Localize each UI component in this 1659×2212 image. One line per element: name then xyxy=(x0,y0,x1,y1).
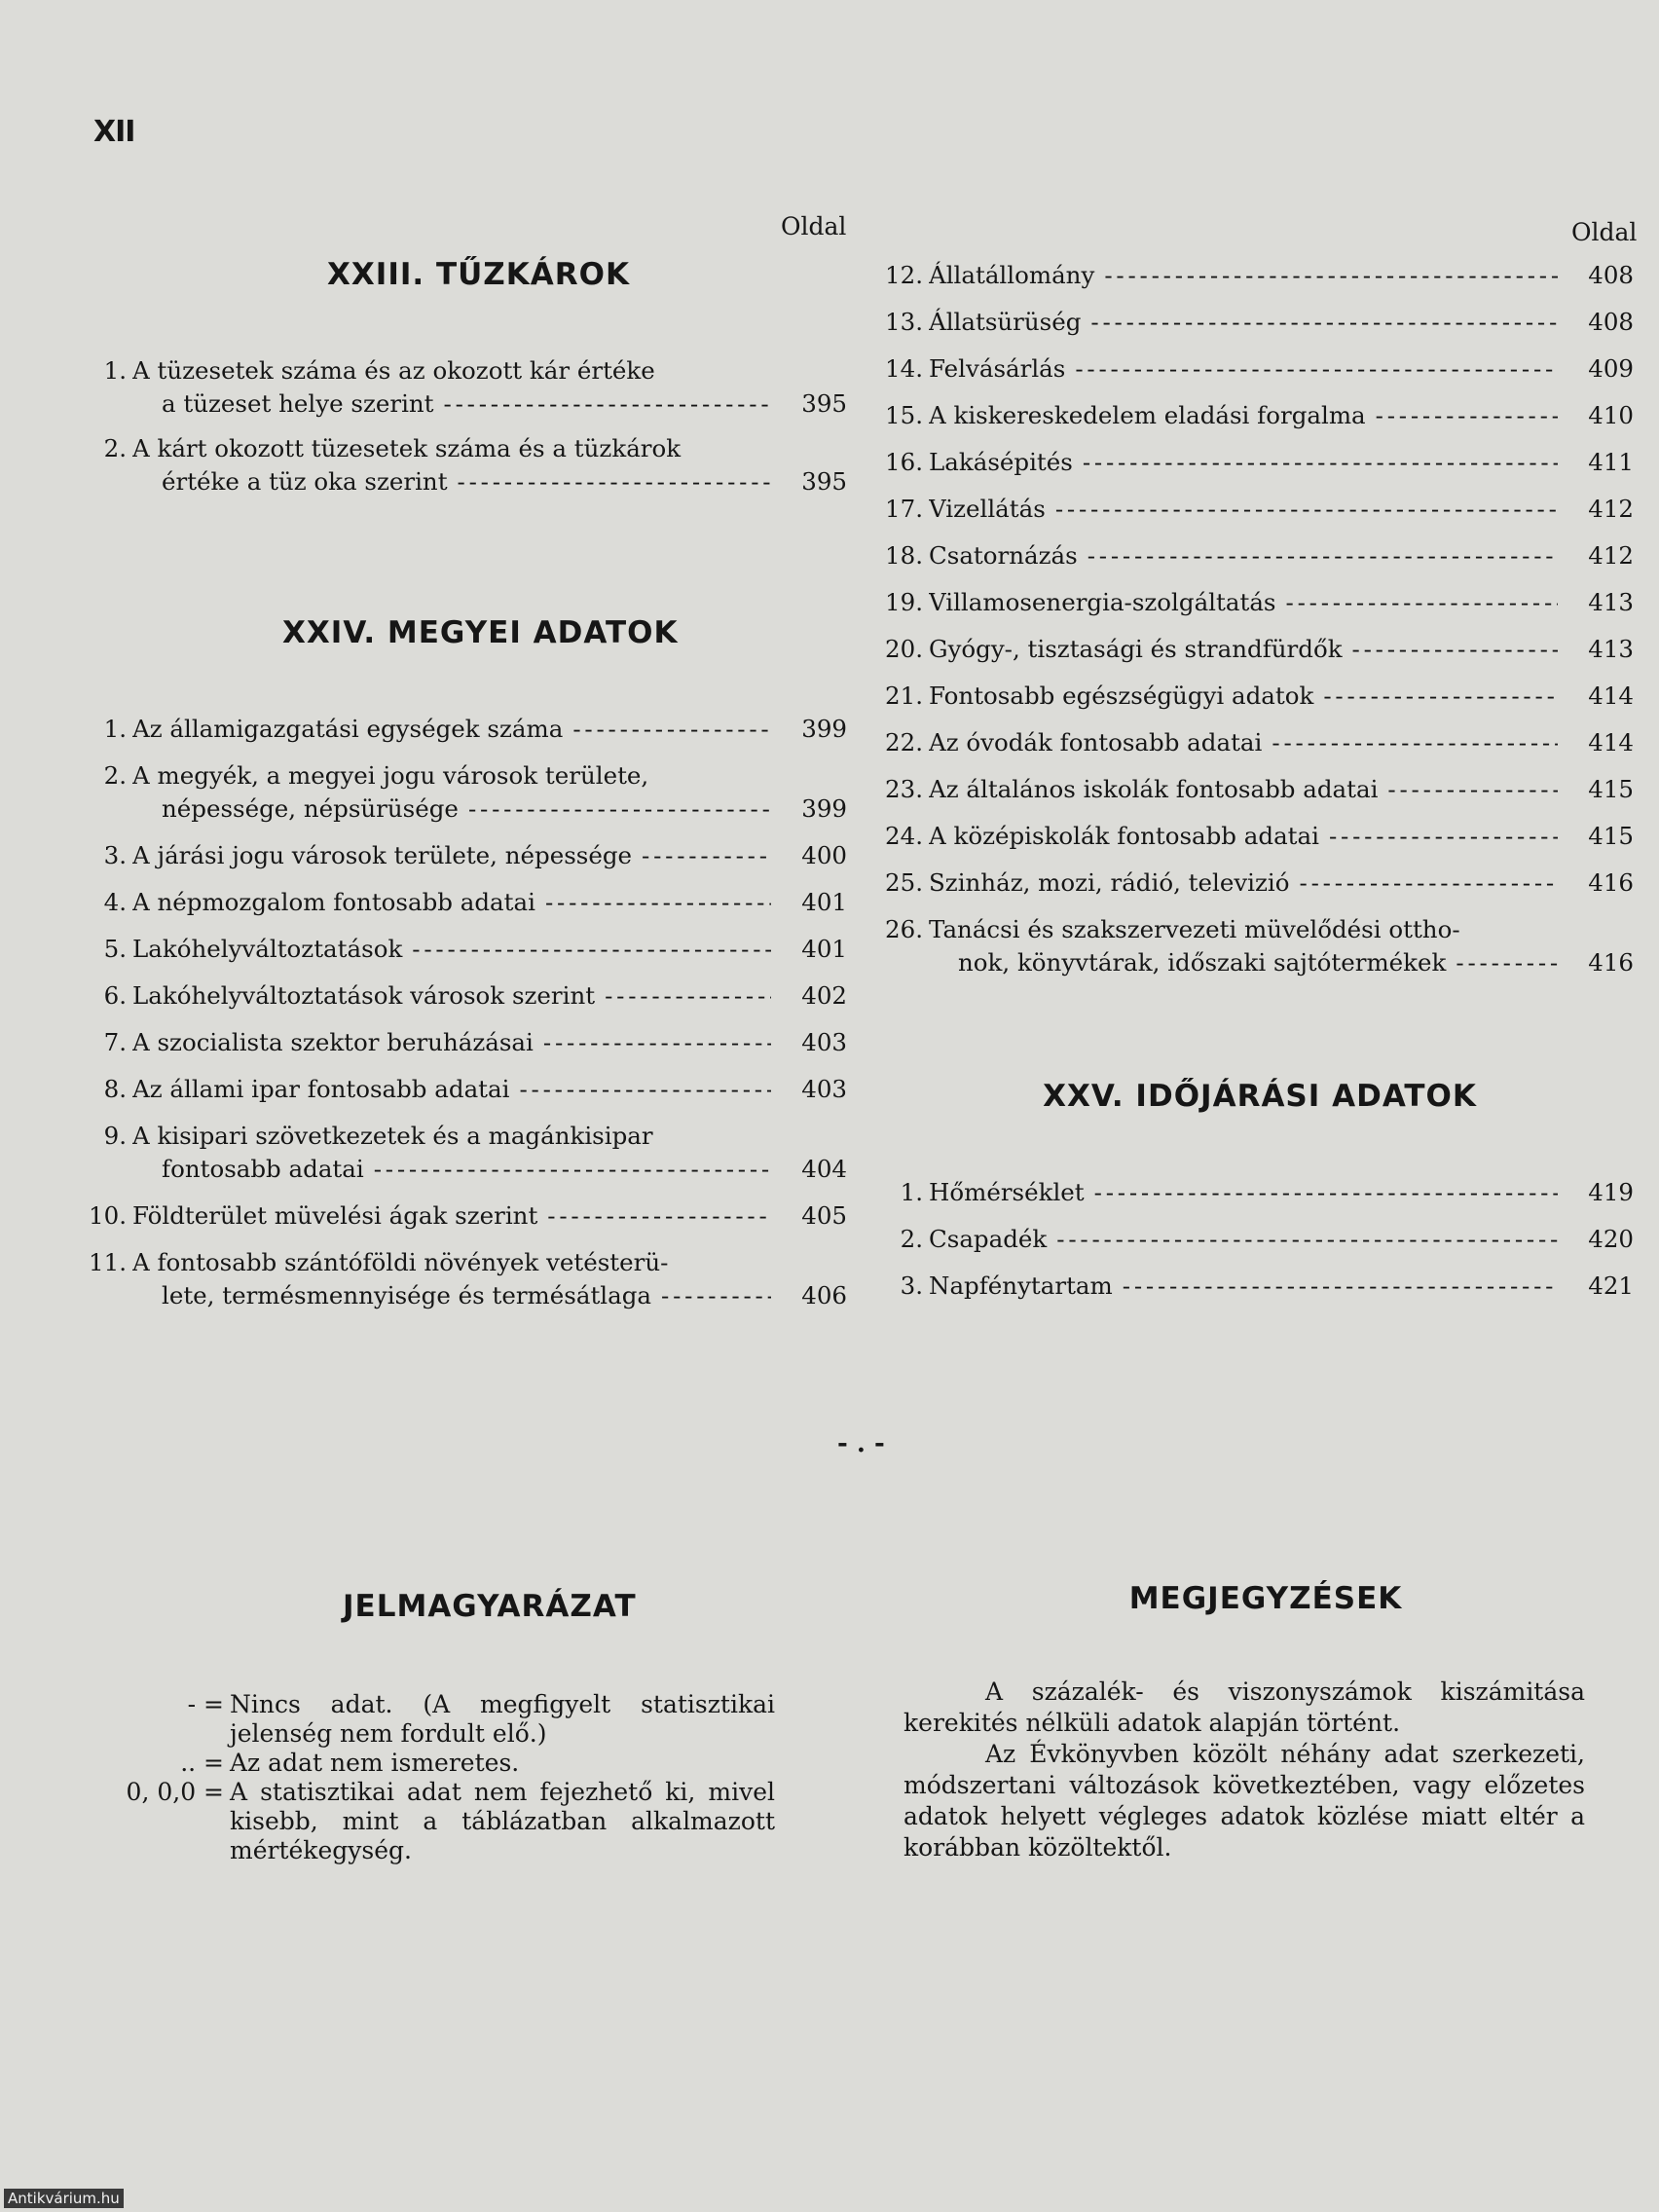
toc-entry-page: 401 xyxy=(801,888,847,916)
toc-entry-number: 20. xyxy=(885,635,923,663)
legend-symbol: - = xyxy=(187,1690,224,1718)
toc-entry-page: 413 xyxy=(1588,588,1634,616)
toc-entry xyxy=(884,866,1634,900)
toc-entry-number: 6. xyxy=(103,981,127,1010)
toc-entry-number: 22. xyxy=(885,728,923,756)
toc-entry-text: A tüzesetek száma és az okozott kár értéke xyxy=(132,356,655,385)
legend-item xyxy=(97,1690,798,1749)
toc-entry-text: A szocialista szektor beruházásai xyxy=(132,1028,534,1056)
toc-entry-number: 5. xyxy=(103,935,127,963)
toc-entry-number: 13. xyxy=(885,308,923,336)
toc-entry-page: 401 xyxy=(801,935,847,963)
dot-leader xyxy=(1055,493,1558,526)
dot-leader xyxy=(1286,586,1559,619)
section-title-xxiii: XXIII. TŰZKÁROK xyxy=(327,257,631,292)
toc-entry-number: 17. xyxy=(885,495,923,523)
dot-leader xyxy=(1456,946,1558,979)
toc-entry-page: 411 xyxy=(1588,448,1634,476)
toc-entry-number: 25. xyxy=(885,868,923,897)
notes-title: MEGJEGYZÉSEK xyxy=(1128,1581,1403,1616)
toc-entry-page: 403 xyxy=(801,1028,847,1056)
toc-entry xyxy=(884,633,1634,666)
legend xyxy=(97,1690,798,1865)
dot-leader xyxy=(1387,773,1558,806)
dot-leader xyxy=(444,387,771,421)
toc-entry-text: Az általános iskolák fontosabb adatai xyxy=(929,775,1379,803)
toc-entry-text: Az államigazgatási egységek száma xyxy=(132,715,564,743)
toc-entry-number: 8. xyxy=(103,1075,127,1103)
toc-entry-text: Csatornázás xyxy=(929,541,1078,570)
toc-entry-text: Villamosenergia-szolgáltatás xyxy=(929,588,1276,616)
toc-entry-text: Az állami ipar fontosabb adatai xyxy=(132,1075,510,1103)
dot-leader xyxy=(1075,352,1558,386)
section-title-xxv: XXV. IDŐJÁRÁSI ADATOK xyxy=(1043,1079,1477,1114)
toc-entry-text: Lakóhelyváltoztatások xyxy=(132,935,403,963)
toc-entry-number: 21. xyxy=(885,682,923,710)
dot-leader xyxy=(605,979,771,1013)
toc-entry xyxy=(884,446,1634,479)
toc-entry-number: 9. xyxy=(103,1122,127,1150)
page-number: XII xyxy=(93,115,135,149)
dot-leader xyxy=(545,886,771,919)
toc-entry-number: 2. xyxy=(900,1225,923,1253)
toc-entry-page: 399 xyxy=(801,715,847,743)
toc-entry-number: 18. xyxy=(885,541,923,570)
toc-entry-text: A járási jogu városok területe, népessége xyxy=(132,841,633,869)
toc-entry-text: Lakóhelyváltoztatások városok szerint xyxy=(132,981,596,1010)
toc-entry-text: Gyógy-, tisztasági és strandfürdők xyxy=(929,635,1343,663)
toc-entry-number: 2. xyxy=(103,434,127,462)
toc-entry-page: 412 xyxy=(1588,541,1634,570)
toc-entry-page: 404 xyxy=(801,1155,847,1183)
toc-entry-text: A középiskolák fontosabb adatai xyxy=(929,822,1319,850)
toc-entry-text: A kisipari szövetkezetek és a magánkisipar xyxy=(132,1122,653,1150)
toc-entry-number: 12. xyxy=(885,261,923,289)
toc-entry-page: 413 xyxy=(1588,635,1634,663)
dot-leader xyxy=(374,1153,771,1186)
dot-leader xyxy=(1104,259,1558,292)
legend-symbol: .. = xyxy=(180,1749,224,1777)
toc-entry xyxy=(884,493,1634,526)
toc-entry-number: 3. xyxy=(103,841,127,869)
toc-entry-number: 19. xyxy=(885,588,923,616)
legend-item xyxy=(97,1778,798,1865)
toc-entry-number: 4. xyxy=(103,888,127,916)
dot-leader xyxy=(1376,399,1558,432)
toc-entry xyxy=(88,759,847,826)
toc-entry-number: 26. xyxy=(885,915,923,943)
dot-leader xyxy=(547,1199,771,1233)
dot-leader xyxy=(468,793,771,826)
toc-entry-number: 1. xyxy=(103,356,127,385)
toc-entry xyxy=(88,886,847,919)
toc-entry-page: 416 xyxy=(1588,948,1634,977)
toc-entry xyxy=(88,1199,847,1233)
toc-entry-text: Hőmérséklet xyxy=(929,1178,1085,1206)
toc-entry-text: A kiskereskedelem eladási forgalma xyxy=(929,401,1366,429)
toc-entry-number: 23. xyxy=(885,775,923,803)
dot-leader xyxy=(1094,1176,1558,1209)
toc-entry xyxy=(884,773,1634,806)
toc-entry xyxy=(884,726,1634,759)
legend-description: A statisztikai adat nem fejezhető ki, mivel kisebb, mint a táblázatban alkalmazott mértékegység. xyxy=(230,1778,775,1864)
toc-entry-page: 408 xyxy=(1588,308,1634,336)
note-paragraph: A százalék- és viszonyszámok kiszámitása kerekités nélküli adatok alapján történt. xyxy=(903,1677,1585,1737)
toc-entry-number: 14. xyxy=(885,354,923,383)
dot-leader xyxy=(1323,680,1558,713)
toc-entry-number: 1. xyxy=(900,1178,923,1206)
toc-entry-page: 395 xyxy=(801,389,847,418)
toc-entry xyxy=(88,1120,847,1186)
toc-entry xyxy=(88,933,847,966)
toc-entry-page: 414 xyxy=(1588,682,1634,710)
toc-entry-text: a tüzeset helye szerint xyxy=(162,389,434,418)
toc-entry xyxy=(884,259,1634,292)
toc-entry xyxy=(884,539,1634,572)
toc-entry xyxy=(88,713,847,746)
toc-entry-number: 3. xyxy=(900,1272,923,1300)
toc-entry-page: 419 xyxy=(1588,1178,1634,1206)
toc-entry xyxy=(884,1223,1634,1256)
toc-entry-page: 406 xyxy=(801,1281,847,1309)
toc-entry-text: Állatsürüség xyxy=(929,308,1082,336)
toc-entry-page: 402 xyxy=(801,981,847,1010)
dot-leader xyxy=(1329,820,1558,853)
toc-entry-page: 414 xyxy=(1588,728,1634,756)
toc-entry-number: 2. xyxy=(103,761,127,790)
toc-section-xxiii xyxy=(88,354,847,510)
toc-entry-number: 7. xyxy=(103,1028,127,1056)
toc-entry xyxy=(88,354,847,421)
toc-entry-text: lete, termésmennyisége és termésátlaga xyxy=(162,1281,652,1309)
legend-description: Nincs adat. (A megfigyelt statisztikai jelenség nem fordult elő.) xyxy=(230,1690,775,1748)
toc-entry xyxy=(884,1176,1634,1209)
toc-entry-text: Állatállomány xyxy=(929,261,1095,289)
legend-symbol: 0, 0,0 = xyxy=(126,1778,224,1806)
toc-entry xyxy=(884,352,1634,386)
toc-entry-number: 24. xyxy=(885,822,923,850)
toc-entry-page: 408 xyxy=(1588,261,1634,289)
toc-section-xxv xyxy=(884,1176,1634,1316)
dot-leader xyxy=(661,1279,771,1312)
toc-entry xyxy=(884,586,1634,619)
dot-leader xyxy=(543,1026,771,1059)
toc-entry xyxy=(884,680,1634,713)
toc-entry-page: 400 xyxy=(801,841,847,869)
toc-entry xyxy=(884,1270,1634,1303)
toc-entry-text: fontosabb adatai xyxy=(162,1155,364,1183)
watermark-text: Antikvárium.hu xyxy=(4,2189,124,2208)
toc-entry-number: 1. xyxy=(103,715,127,743)
toc-entry-text: Tanácsi és szakszervezeti müvelődési ottho- xyxy=(929,915,1460,943)
legend-title: JELMAGYARÁZAT xyxy=(343,1589,637,1624)
toc-entry-text: A kárt okozott tüzesetek száma és a tüzkárok xyxy=(132,434,682,462)
dot-leader xyxy=(642,839,771,872)
toc-entry-page: 420 xyxy=(1588,1225,1634,1253)
toc-entry-number: 15. xyxy=(885,401,923,429)
toc-entry-text: népessége, népsürüsége xyxy=(162,794,459,823)
toc-entry-text: Földterület müvelési ágak szerint xyxy=(132,1201,538,1230)
dot-leader xyxy=(572,713,771,746)
toc-entry-text: Szinház, mozi, rádió, televizió xyxy=(929,868,1290,897)
column-header-left: Oldal xyxy=(781,212,847,240)
legend-description: Az adat nem ismeretes. xyxy=(230,1749,520,1777)
toc-entry-text: értéke a tüz oka szerint xyxy=(162,467,448,496)
toc-entry xyxy=(88,1026,847,1059)
toc-entry xyxy=(88,432,847,498)
toc-entry xyxy=(88,1073,847,1106)
legend-item xyxy=(97,1749,798,1778)
dot-leader xyxy=(1300,866,1559,900)
dot-leader xyxy=(1123,1270,1558,1303)
toc-entry-page: 403 xyxy=(801,1075,847,1103)
toc-entry xyxy=(884,306,1634,339)
dot-leader xyxy=(1352,633,1558,666)
toc-entry-text: Csapadék xyxy=(929,1225,1048,1253)
toc-entry-text: nok, könyvtárak, időszaki sajtótermékek xyxy=(958,948,1447,977)
dot-leader xyxy=(1083,446,1558,479)
dot-leader xyxy=(1272,726,1558,759)
toc-entry-page: 415 xyxy=(1588,822,1634,850)
toc-entry-text: A népmozgalom fontosabb adatai xyxy=(132,888,535,916)
section-separator: - . - xyxy=(837,1429,885,1458)
toc-entry-text: Napfénytartam xyxy=(929,1272,1113,1300)
note-paragraph: Az Évkönyvben közölt néhány adat szerkezeti, módszertani változások következtében, vagy előzetes adatok helyett végleges adatok közlése miatt eltér a korábban közöltektől. xyxy=(903,1740,1585,1862)
toc-entry-page: 415 xyxy=(1588,775,1634,803)
toc-section-xxiv-left xyxy=(88,713,847,1326)
toc-entry-page: 395 xyxy=(801,467,847,496)
dot-leader xyxy=(412,933,771,966)
toc-entry-page: 410 xyxy=(1588,401,1634,429)
toc-entry-text: Vizellátás xyxy=(929,495,1046,523)
dot-leader xyxy=(519,1073,771,1106)
toc-entry-text: Lakásépités xyxy=(929,448,1073,476)
toc-entry-page: 416 xyxy=(1588,868,1634,897)
toc-entry-number: 16. xyxy=(885,448,923,476)
toc-entry-text: Az óvodák fontosabb adatai xyxy=(929,728,1263,756)
toc-entry xyxy=(884,399,1634,432)
toc-entry-number: 10. xyxy=(89,1201,127,1230)
toc-entry xyxy=(88,979,847,1013)
toc-entry-text: A megyék, a megyei jogu városok területe, xyxy=(132,761,649,790)
toc-entry xyxy=(88,1246,847,1312)
toc-entry-page: 399 xyxy=(801,794,847,823)
dot-leader xyxy=(1088,539,1558,572)
toc-entry xyxy=(88,839,847,872)
toc-entry-page: 412 xyxy=(1588,495,1634,523)
toc-entry-page: 405 xyxy=(801,1201,847,1230)
dot-leader xyxy=(458,465,771,498)
toc-entry xyxy=(884,820,1634,853)
toc-entry-text: Felvásárlás xyxy=(929,354,1066,383)
dot-leader xyxy=(1090,306,1558,339)
column-header-right: Oldal xyxy=(1571,218,1638,246)
toc-entry-page: 421 xyxy=(1588,1272,1634,1300)
toc-entry-text: Fontosabb egészségügyi adatok xyxy=(929,682,1314,710)
toc-entry-text: A fontosabb szántóföldi növények vetésterü- xyxy=(132,1248,669,1276)
toc-section-xxiv-right xyxy=(884,259,1634,993)
notes xyxy=(903,1677,1585,1863)
section-title-xxiv: XXIV. MEGYEI ADATOK xyxy=(282,615,679,650)
toc-entry xyxy=(884,913,1634,979)
toc-entry-number: 11. xyxy=(89,1248,127,1276)
dot-leader xyxy=(1056,1223,1558,1256)
toc-entry-page: 409 xyxy=(1588,354,1634,383)
